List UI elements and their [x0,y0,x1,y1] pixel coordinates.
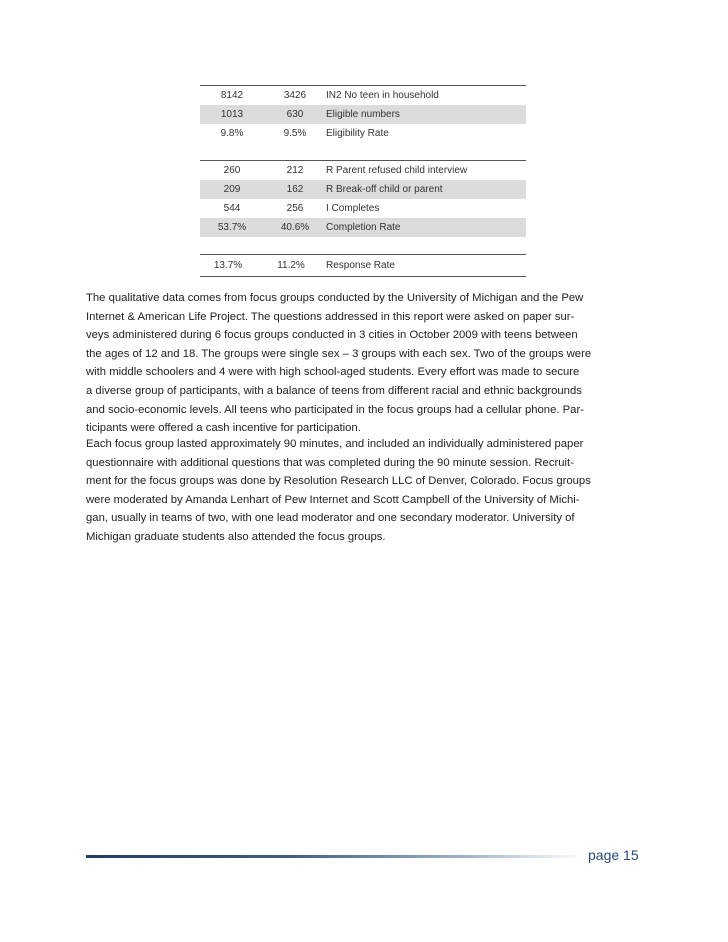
text-line: gan, usually in teams of two, with one lead moderator and one secondary moderator. University of [86,512,575,525]
text-line: ticipants were offered a cash incentive for participation. [86,422,361,435]
cell-landline: 1013 [220,109,244,120]
table-row [200,218,526,237]
text-line: Each focus group lasted approximately 90 minutes, and included an individually administered paper [86,438,584,450]
footer-rule [86,855,586,858]
paragraph-focus-groups [86,435,642,547]
table-row [200,124,526,143]
cell-cell: 256 [286,203,304,214]
cell-label: Eligible numbers [326,109,400,120]
text-line: ment for the focus groups was done by Resolution Research LLC of Denver, Colorado. Focus groups [86,475,591,488]
table-row-response-rate [200,255,526,277]
cell-label: I Completes [326,203,380,214]
cell-cell: 9.5% [283,128,307,139]
cell-landline: 209 [223,184,241,195]
text-line: questionnaire with additional questions that was completed during the 90 minute session. Recruit- [86,456,574,469]
cell-label: Completion Rate [326,222,401,233]
text-line: a diverse group of participants, with a balance of teens from different racial and ethnic backgrounds [86,384,582,397]
cell-landline: 13.7% [213,260,243,271]
cell-label: IN2 No teen in household [326,90,439,101]
cell-landline: 544 [223,203,241,214]
table-divider [200,143,526,161]
cell-cell: 630 [286,109,304,120]
table-row [200,85,526,105]
cell-cell: 40.6% [280,222,310,233]
cell-cell: 3426 [283,90,307,101]
cell-landline: 8142 [220,90,244,101]
cell-landline: 260 [223,165,241,176]
table-row [200,161,526,180]
table-row [200,199,526,218]
cell-cell: 212 [286,165,304,176]
text-line: veys administered during 6 focus groups conducted in 3 cities in October 2009 with teens between [86,329,578,342]
text-line: The qualitative data comes from focus groups conducted by the University of Michigan and the Pew [86,292,584,304]
cell-label: Eligibility Rate [326,128,389,139]
text-line: the ages of 12 and 18. The groups were single sex – 3 groups with each sex. Two of the groups were [86,347,592,360]
text-line: and socio-economic levels. All teens who participated in the focus groups had a cellular phone. Par- [86,403,584,416]
paragraph-qualitative-data [86,289,642,438]
cell-label: R Break-off child or parent [326,184,443,195]
cell-cell: 162 [286,184,304,195]
text-line: Michigan graduate students also attended the focus groups. [86,530,386,543]
table-row [200,105,526,124]
disposition-table [200,85,526,277]
cell-label: R Parent refused child interview [326,165,468,176]
text-line: Internet & American Life Project. The questions addressed in this report were asked on paper sur- [86,310,575,323]
table-divider [200,237,526,255]
cell-landline: 9.8% [220,128,244,139]
cell-landline: 53.7% [217,222,247,233]
cell-label: Response Rate [326,260,395,271]
page-number: page 15 [588,847,639,863]
cell-cell: 11.2% [277,260,305,271]
text-line: with middle schoolers and 4 were with high school-aged students. Every effort was made to secure [86,366,580,379]
text-line: were moderated by Amanda Lenhart of Pew Internet and Scott Campbell of the University of Michi- [86,493,580,506]
table-row [200,180,526,199]
